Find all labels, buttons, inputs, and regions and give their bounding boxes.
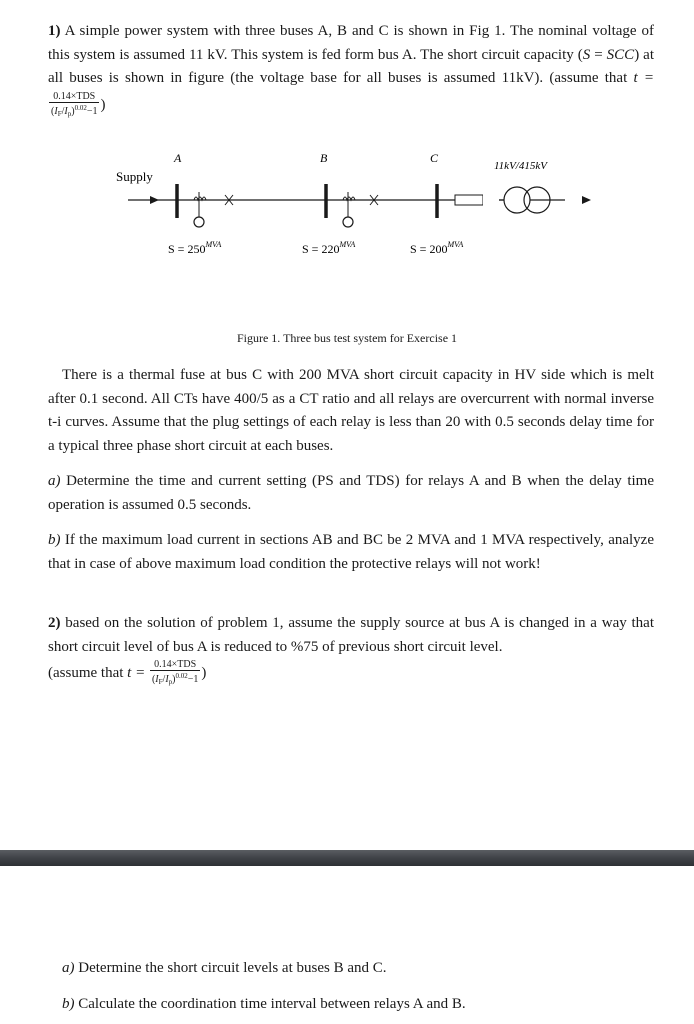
time-formula-denominator: $(I_F/I_p)^{0.02}-1$ (51, 103, 98, 118)
problem-1-number: 1) (48, 23, 61, 39)
part-b-text: If the maximum load current in sections AB and BC be 2 MVA and 1 MVA respectively, analyze that in case of above maximum load condition the protective relays will not work! (48, 532, 654, 572)
problem-2-text: based on the solution of problem 1, assume the supply source at bus A is changed in a way that short circuit level of bus A is reduced to %75 of previous short circuit level. (48, 615, 654, 655)
fuse-icon (455, 195, 483, 205)
question-a-text: Determine the short circuit levels at buses B and C. (74, 960, 387, 976)
part-b-paragraph (48, 529, 654, 576)
transformer-primary-icon (504, 187, 530, 213)
problem-2-number: 2) (48, 615, 61, 631)
problem-2-close-paren: ) (201, 664, 207, 681)
page-divider (0, 850, 694, 866)
load-arrow-icon (582, 196, 591, 204)
part-a-text: Determine the time and current setting (PS and TDS) for relays A and B when the delay time operation is assumed 0.5 seconds. (48, 473, 654, 513)
question-b (62, 993, 466, 1015)
part-a-label: a) (48, 473, 61, 489)
problem-2-formula-denominator: $(I_F/I_p)^{0.02}-1$ (151, 672, 199, 686)
supply-arrow-icon (150, 196, 159, 204)
bus-b-label: B (320, 151, 328, 165)
fuse-paragraph: There is a thermal fuse at bus C with 200 MVA short circuit capacity in HV side which is melt after 0.1 second. All CTs have 400/5 as a CT ratio and all relays are overcurrent with normal inverse t-i curves. Assume that the plug settings of each relay is less than 20 with 0.5 seconds delay time for a typical three phase short circuit at each buses. (48, 367, 654, 454)
transformer-label: 11kV/415kV (494, 160, 547, 172)
bus-a-label: A (174, 151, 182, 165)
bus-b-capacity: $S = 220^{MVA}$ (302, 240, 356, 256)
relay-b-icon (343, 217, 353, 227)
bus-c-label: C (430, 151, 439, 165)
supply-label: Supply (116, 169, 153, 184)
problem-1-paragraph (48, 20, 654, 120)
part-a-paragraph (48, 470, 654, 517)
problem-2-paragraph (48, 612, 654, 688)
question-b-text: Calculate the coordination time interval between relays A and B. (74, 996, 466, 1012)
bus-c-capacity: $S = 200^{MVA}$ (410, 240, 464, 256)
part-b-label: b) (48, 532, 61, 548)
problem-1-text-b: ) at all buses is shown in figure (the voltage base for all buses is assumed 11kV). (assume that (48, 46, 654, 86)
three-bus-diagram (0, 140, 694, 270)
t-equals: t = (633, 70, 654, 86)
question-a (62, 957, 387, 979)
figure-caption: Figure 1. Three bus test system for Exercise 1 (236, 331, 458, 345)
relay-a-icon (194, 217, 204, 227)
problem-1-text-a: A simple power system with three buses A, B and C is shown in Fig 1. The nominal voltage of this system is assumed 11 kV. This system is fed form bus A. The short circuit capacity ( (48, 23, 654, 63)
problem-2-formula-numerator: 0.14×TDS (150, 659, 200, 671)
problem-2-t-equals: t = (127, 664, 149, 681)
time-formula-numerator: 0.14×TDS (49, 91, 99, 103)
problem-2-assume: (assume that (48, 664, 128, 681)
scc-symbol: SCC (606, 46, 635, 63)
time-formula (49, 91, 99, 120)
formula-close-paren: ) (100, 96, 106, 113)
equals-sign: = (590, 46, 607, 63)
bus-a-capacity: $S = 250^{MVA}$ (168, 240, 222, 256)
question-a-label: a) (62, 960, 75, 976)
question-b-label: b) (62, 996, 75, 1012)
s-symbol: S (582, 46, 591, 63)
problem-2-time-formula (150, 659, 200, 688)
